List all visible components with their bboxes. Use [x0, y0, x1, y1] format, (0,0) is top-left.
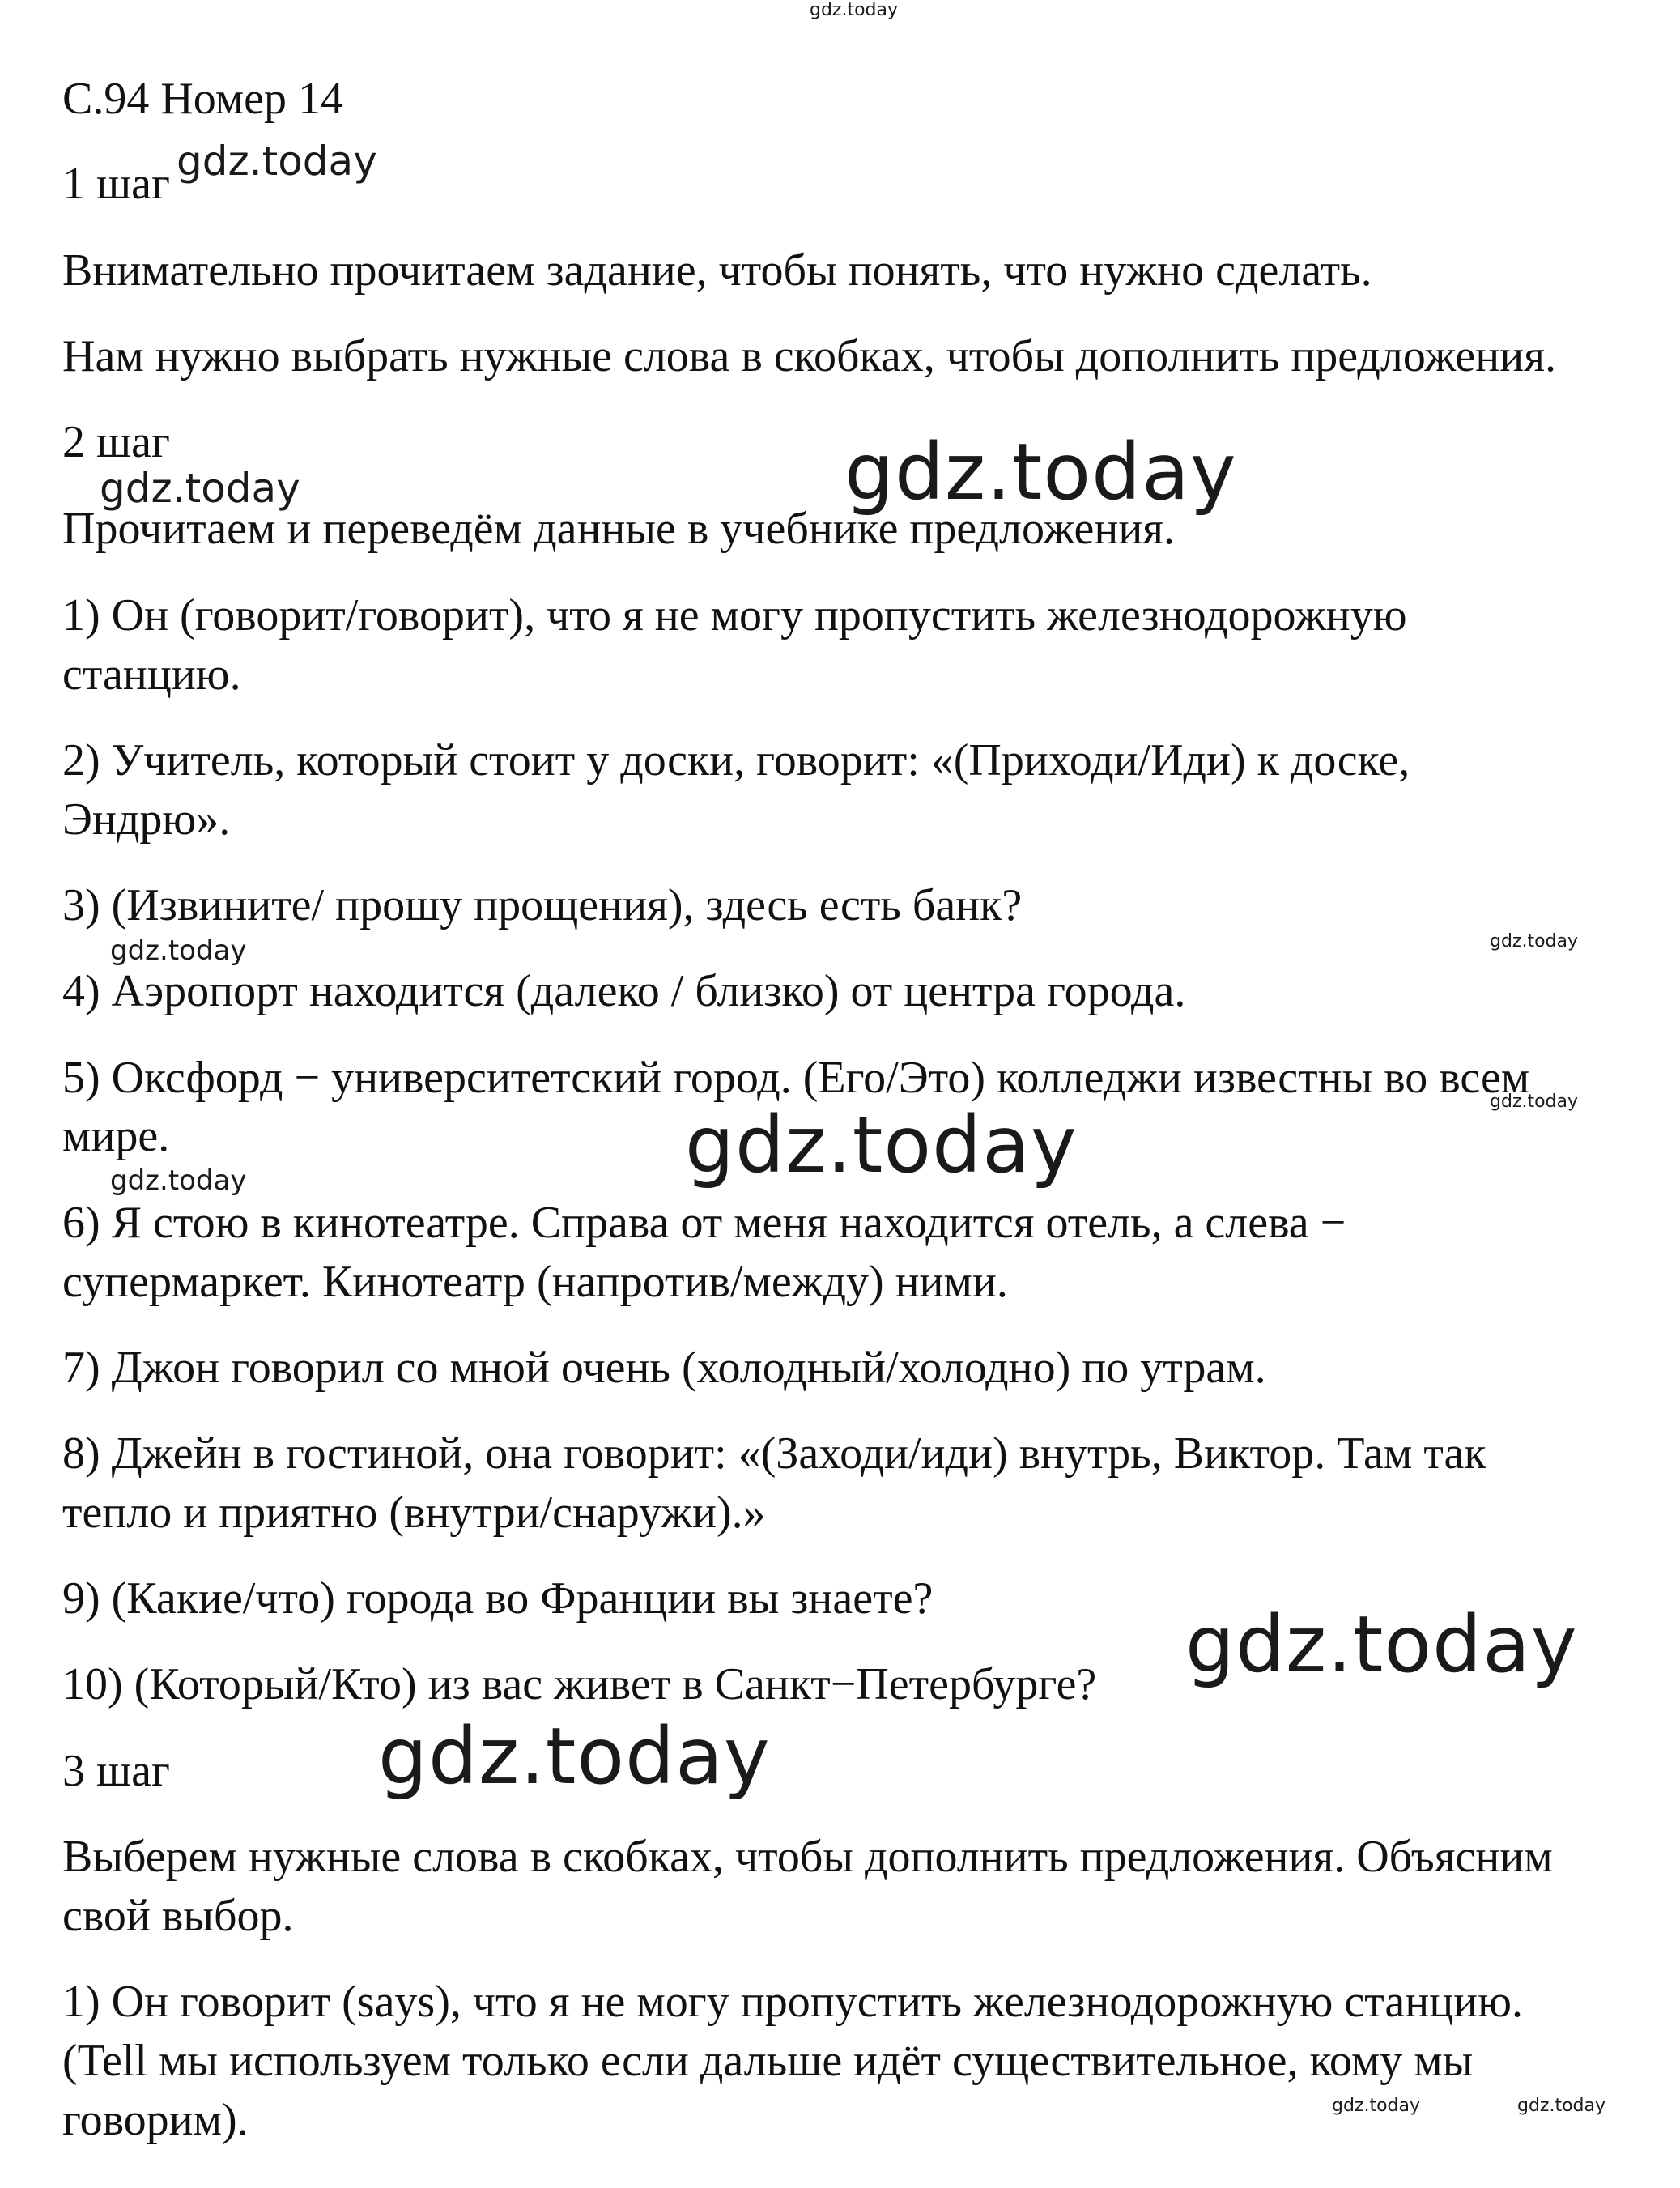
sentence-8-line-1: 8) Джейн в гостиной, она говорит: «(Заходи/иди) внутрь, Виктор. Там так — [62, 1428, 1486, 1479]
sentence-2-line-1: 2) Учитель, который стоит у доски, говорит: «(Приходи/Иди) к доске, — [62, 735, 1410, 785]
watermark: gdz.today — [1490, 1092, 1579, 1112]
sentence-5-line-1: 5) Оксфорд − университетский город. (Его/Это) колледжи известны во всем — [62, 1053, 1530, 1103]
step-3-paragraph-line-1: Выберем нужные слова в скобках, чтобы дополнить предложения. Объясним — [62, 1832, 1553, 1882]
watermark: gdz.today — [110, 1164, 247, 1197]
watermark: gdz.today — [1517, 2096, 1606, 2116]
sentence-5-line-2: мире. — [62, 1111, 170, 1161]
sentence-7: 7) Джон говорил со мной очень (холодный/холодно) по утрам. — [62, 1343, 1266, 1393]
step-2-intro: Прочитаем и переведём данные в учебнике предложения. — [62, 504, 1176, 554]
sentence-4: 4) Аэропорт находится (далеко / близко) от центра города. — [62, 966, 1186, 1016]
step-1-paragraph-1: Внимательно прочитаем задание, чтобы понять, что нужно сделать. — [62, 245, 1372, 296]
sentence-8-line-2: тепло и приятно (внутри/снаружи).» — [62, 1488, 766, 1538]
step-1-paragraph-2: Нам нужно выбрать нужные слова в скобках, чтобы дополнить предложения. — [62, 331, 1556, 381]
answer-1-line-3: говорим). — [62, 2095, 249, 2145]
watermark: gdz.today — [177, 138, 377, 185]
sentence-3: 3) (Извините/ прошу прощения), здесь есть банк? — [62, 880, 1023, 930]
watermark: gdz.today — [844, 427, 1237, 517]
sentence-9: 9) (Какие/что) города во Франции вы знаете? — [62, 1573, 934, 1624]
watermark: gdz.today — [1185, 1599, 1578, 1690]
watermark: gdz.today — [685, 1100, 1078, 1190]
watermark: gdz.today — [1490, 931, 1579, 951]
watermark: gdz.today — [100, 465, 300, 512]
answer-1-line-2: (Tell мы используем только если дальше идёт существительное, кому мы — [62, 2036, 1474, 2086]
sentence-10: 10) (Который/Кто) из вас живет в Санкт−Петербурге? — [62, 1659, 1097, 1709]
watermark: gdz.today — [378, 1711, 771, 1802]
watermark: gdz.today — [1332, 2096, 1421, 2116]
sentence-2-line-2: Эндрю». — [62, 794, 231, 845]
step-2-title: 2 шаг — [62, 417, 170, 467]
sentence-1-line-1: 1) Он (говорит/говорит), что я не могу пропустить железнодорожную — [62, 590, 1407, 641]
step-1-title: 1 шаг — [62, 159, 170, 209]
answer-1-line-1: 1) Он говорит (says), что я не могу пропустить железнодорожную станцию. — [62, 1977, 1523, 2027]
sentence-1-line-2: станцию. — [62, 649, 241, 700]
page-title: С.94 Номер 14 — [62, 74, 344, 124]
step-3-title: 3 шаг — [62, 1746, 170, 1796]
sentence-6-line-1: 6) Я стою в кинотеатре. Справа от меня находится отель, а слева − — [62, 1198, 1346, 1248]
step-3-paragraph-line-2: свой выбор. — [62, 1891, 294, 1941]
watermark: gdz.today — [810, 0, 899, 20]
sentence-6-line-2: супермаркет. Кинотеатр (напротив/между) ними. — [62, 1257, 1008, 1307]
watermark: gdz.today — [110, 934, 247, 967]
